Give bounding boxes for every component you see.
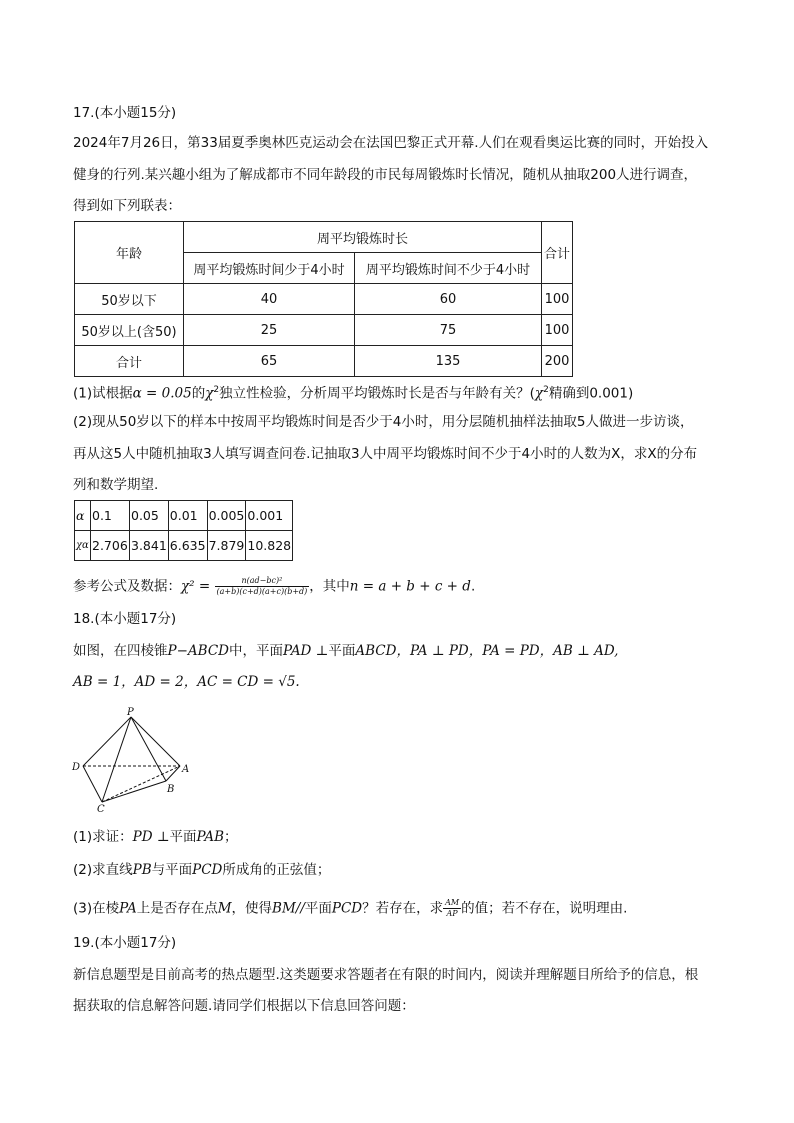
chi-symbol: χ (205, 385, 214, 402)
q18-header: 18.(本小题17分) (73, 611, 177, 627)
edge-cb (102, 781, 166, 802)
edge-ba (166, 766, 180, 781)
chi-cell: 6.635 (168, 531, 207, 561)
formula-lhs: χ² = (181, 578, 211, 595)
math: PB (132, 862, 152, 878)
cell-more: 75 (355, 315, 542, 346)
text: (3)在棱 (73, 900, 120, 917)
math: PAB (196, 829, 225, 845)
weekly-exercise-header: 周平均锻炼时长 (184, 222, 542, 253)
age-header: 年龄 (75, 222, 184, 284)
contingency-table (74, 221, 573, 377)
col-less-than-4h: 周平均锻炼时间少于4小时 (184, 253, 355, 284)
formula-mid: ，其中 (309, 578, 350, 595)
text: 中，平面 (228, 643, 283, 659)
alpha-cell: 0.001 (246, 501, 293, 531)
label-b: B (167, 784, 175, 795)
math: PCD (192, 862, 223, 878)
part1-text-b: 的 (191, 385, 206, 402)
table-row (75, 531, 293, 561)
edge-dc (83, 766, 102, 802)
q17-intro-line-3: 得到如下列联表： (73, 198, 181, 214)
math: ABCD，PA ⊥ PD，PA = PD，AB ⊥ AD, (355, 643, 619, 659)
q17-part-1: (1)试根据α = 0.05的$\chi^2$独立性检验，分析周平均锻炼时长是否与年龄有关？($\chi^2$精确到0.001) (73, 385, 634, 402)
row-label: 合计 (75, 346, 184, 377)
math: PCD (331, 900, 363, 917)
text: 平面 (169, 829, 197, 845)
fraction-denominator: AP (446, 909, 458, 918)
fraction-numerator: n(ad−bc)² (215, 576, 310, 587)
row-label: 50岁以下 (75, 284, 184, 315)
chi-cell: 2.706 (91, 531, 130, 561)
text: 平面 (304, 900, 332, 917)
cell-less: 40 (184, 284, 355, 315)
math: BM// (272, 900, 305, 917)
text: ，使得 (231, 900, 273, 917)
q19-header: 19.(本小题17分) (73, 935, 177, 951)
part1-text-d: 精确到0.001) (548, 385, 634, 402)
critical-value-table (74, 500, 293, 561)
part1-text-c: 独立性检验，分析周平均锻炼时长是否与年龄有关？( (219, 385, 535, 402)
math: PAD ⊥ (282, 643, 329, 659)
edge-pa (131, 717, 180, 766)
q19-line-1: 新信息题型是目前高考的热点题型.这类题要求答题者在有限的时间内，阅读并理解题目所给予的信息，根 (73, 967, 699, 983)
col-at-least-4h: 周平均锻炼时间不少于4小时 (355, 253, 542, 284)
text: (1)求证： (73, 829, 133, 845)
cell-less: 25 (184, 315, 355, 346)
text: 平面 (328, 643, 356, 659)
edge-pc (102, 717, 131, 802)
edge-pd (83, 717, 131, 766)
q17-part-2-line-1: (2)现从50岁以下的样本中按周平均锻炼时间是否少于4小时，用分层随机抽样法抽取5人做进一步访谈， (73, 414, 694, 430)
chi-square-fraction (215, 576, 310, 597)
fraction-denominator: (a+b)(c+d)(a+c)(b+d) (216, 587, 308, 596)
math: PD ⊥ (132, 829, 170, 845)
cell-more: 135 (355, 346, 542, 377)
part1-text-a: (1)试根据 (73, 385, 133, 402)
alpha-cell: 0.005 (207, 501, 246, 531)
q17-part-2-line-2: 再从这5人中随机抽取3人填写调查问卷.记抽取3人中周平均锻炼时间不少于4小时的人数为X，求X的分布 (73, 446, 698, 462)
q18-line-1 (73, 642, 618, 660)
cell-total: 200 (542, 346, 573, 377)
chi-alpha-label: χα (75, 531, 91, 561)
q18-part-3 (73, 898, 627, 919)
math: PA (119, 900, 137, 917)
q19-line-2: 据获取的信息解答问题.请同学们根据以下信息回答问题： (73, 998, 415, 1014)
q18-line-2: AB = 1，AD = 2，AC = CD = √5. (73, 674, 300, 690)
chi-cell: 3.841 (130, 531, 169, 561)
formula-prefix: 参考公式及数据： (73, 578, 181, 595)
label-p: P (127, 707, 134, 718)
text: 所成角的正弦值； (222, 862, 331, 878)
alpha-cell: 0.1 (91, 501, 130, 531)
q18-part-1 (73, 828, 238, 846)
formula-n: n = a + b + c + d (349, 578, 471, 595)
table-row (75, 346, 573, 377)
text: (2)求直线 (73, 862, 133, 878)
math: M (217, 900, 232, 917)
q17-part-2-line-3: 列和数学期望. (73, 477, 159, 493)
reference-formula (73, 576, 475, 597)
cell-less: 65 (184, 346, 355, 377)
label-a: A (182, 764, 190, 775)
table-row (75, 315, 573, 346)
alpha-label: α (75, 501, 91, 531)
text: ； (224, 829, 238, 845)
q17-intro-line-1: 2024年7月26日，第33届夏季奥林匹克运动会在法国巴黎正式开幕.人们在观看奥运比赛的同时，开始投入 (73, 135, 709, 151)
text: 的值；若不存在，说明理由. (461, 900, 628, 917)
chi-cell: 7.879 (207, 531, 246, 561)
edge-pb (131, 717, 166, 781)
alpha-cell: 0.05 (130, 501, 169, 531)
q17-intro-line-2: 健身的行列.某兴趣小组为了解成都市不同年龄段的市民每周锻炼时长情况，随机从抽取200人进行调查， (73, 167, 698, 183)
table-row (75, 501, 293, 531)
text: ？若存在，求 (362, 900, 444, 917)
total-header: 合计 (542, 222, 573, 284)
q18-part-2 (73, 861, 330, 879)
am-over-ap-fraction (443, 898, 461, 919)
row-label: 50岁以上(含50) (75, 315, 184, 346)
formula-end: . (470, 578, 476, 595)
table-row (75, 284, 573, 315)
math: P−ABCD (167, 643, 229, 659)
pyramid-figure (66, 706, 196, 814)
label-c: C (97, 804, 105, 814)
text: 如图，在四棱锥 (73, 643, 168, 659)
cell-total: 100 (542, 284, 573, 315)
alpha-value: α = 0.05 (132, 385, 192, 402)
cell-total: 100 (542, 315, 573, 346)
label-d: D (72, 762, 81, 773)
text: 与平面 (151, 862, 193, 878)
cell-more: 60 (355, 284, 542, 315)
text: 上是否存在点 (136, 900, 218, 917)
q17-header: 17.(本小题15分) (73, 105, 177, 121)
fraction-numerator: AM (445, 898, 460, 907)
chi-cell: 10.828 (246, 531, 293, 561)
chi-symbol: χ (534, 385, 544, 402)
alpha-cell: 0.01 (168, 501, 207, 531)
